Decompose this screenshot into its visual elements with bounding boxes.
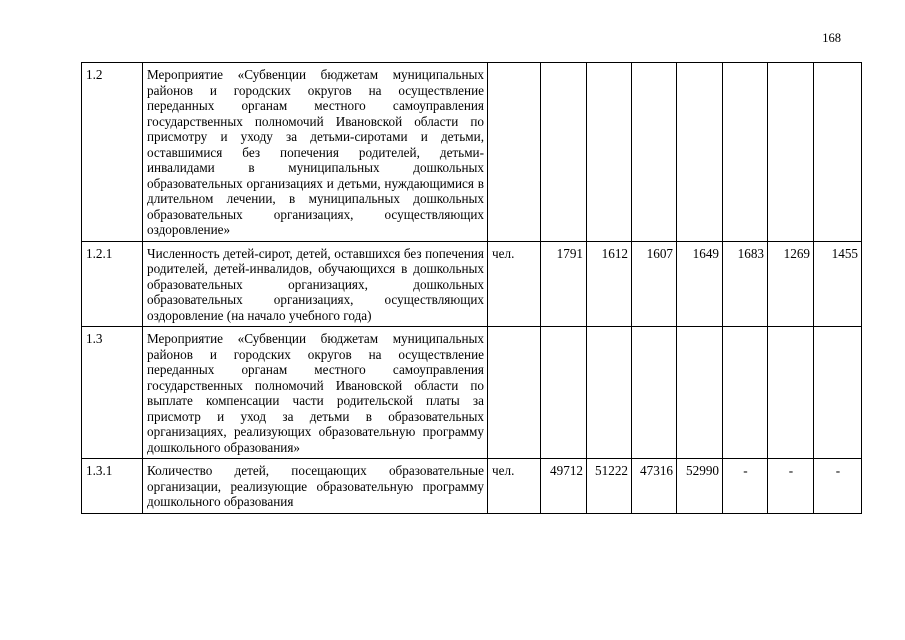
value-cell bbox=[768, 63, 814, 242]
unit-cell: чел. bbox=[488, 241, 541, 327]
table-body bbox=[82, 63, 862, 514]
description-cell: Мероприятие «Субвенции бюджетам муниципальных районов и городских округов на осуществление переданных органам местного самоуправления государственных полномочий Ивановской области по выплате компенсации части родительской платы за присмотр и уход за детьми в образовательных организациях, реализующих образовательную программу дошкольного образования» bbox=[143, 327, 488, 459]
value-cell: 51222 bbox=[587, 459, 632, 514]
value-cell: 1455 bbox=[814, 241, 862, 327]
value-cell bbox=[723, 327, 768, 459]
value-cell: 1791 bbox=[541, 241, 587, 327]
value-cell bbox=[587, 327, 632, 459]
value-cell bbox=[677, 327, 723, 459]
value-cell bbox=[677, 63, 723, 242]
table-row bbox=[82, 241, 862, 327]
value-cell bbox=[814, 63, 862, 242]
value-cell bbox=[723, 63, 768, 242]
table-row bbox=[82, 459, 862, 514]
indicators-table bbox=[81, 62, 862, 514]
unit-cell: чел. bbox=[488, 459, 541, 514]
unit-cell bbox=[488, 327, 541, 459]
table-row bbox=[82, 327, 862, 459]
unit-cell bbox=[488, 63, 541, 242]
description-cell: Количество детей, посещающих образовательные организации, реализующие образовательную программу дошкольного образования bbox=[143, 459, 488, 514]
description-cell: Мероприятие «Субвенции бюджетам муниципальных районов и городских округов на осуществление переданных органам местного самоуправления государственных полномочий Ивановской области по присмотру и уходу за детьми-сиротами и детьми, оставшимися без попечения родителей, детьми-инвалидами в муниципальных дошкольных образовательных организациях и детьми, нуждающимися в длительном лечении, в муниципальных дошкольных образовательных организациях, осуществляющих оздоровление» bbox=[143, 63, 488, 242]
row-number-cell: 1.2 bbox=[82, 63, 143, 242]
value-cell: 52990 bbox=[677, 459, 723, 514]
description-cell: Численность детей-сирот, детей, оставшихся без попечения родителей, детей-инвалидов, обучающихся в дошкольных образовательных организациях, дошкольных образовательных организациях, осуществляющих оздоровление (на начало учебного года) bbox=[143, 241, 488, 327]
row-number-cell: 1.2.1 bbox=[82, 241, 143, 327]
value-cell bbox=[768, 327, 814, 459]
row-number-cell: 1.3.1 bbox=[82, 459, 143, 514]
value-cell: - bbox=[814, 459, 862, 514]
value-cell: 47316 bbox=[632, 459, 677, 514]
value-cell: - bbox=[723, 459, 768, 514]
value-cell: 1612 bbox=[587, 241, 632, 327]
value-cell bbox=[587, 63, 632, 242]
table-row bbox=[82, 63, 862, 242]
value-cell: 49712 bbox=[541, 459, 587, 514]
value-cell bbox=[541, 327, 587, 459]
value-cell: 1269 bbox=[768, 241, 814, 327]
value-cell bbox=[632, 63, 677, 242]
value-cell: 1607 bbox=[632, 241, 677, 327]
value-cell bbox=[541, 63, 587, 242]
value-cell: 1649 bbox=[677, 241, 723, 327]
row-number-cell: 1.3 bbox=[82, 327, 143, 459]
value-cell: - bbox=[768, 459, 814, 514]
page-number: 168 bbox=[822, 31, 841, 45]
value-cell bbox=[632, 327, 677, 459]
value-cell bbox=[814, 327, 862, 459]
value-cell: 1683 bbox=[723, 241, 768, 327]
